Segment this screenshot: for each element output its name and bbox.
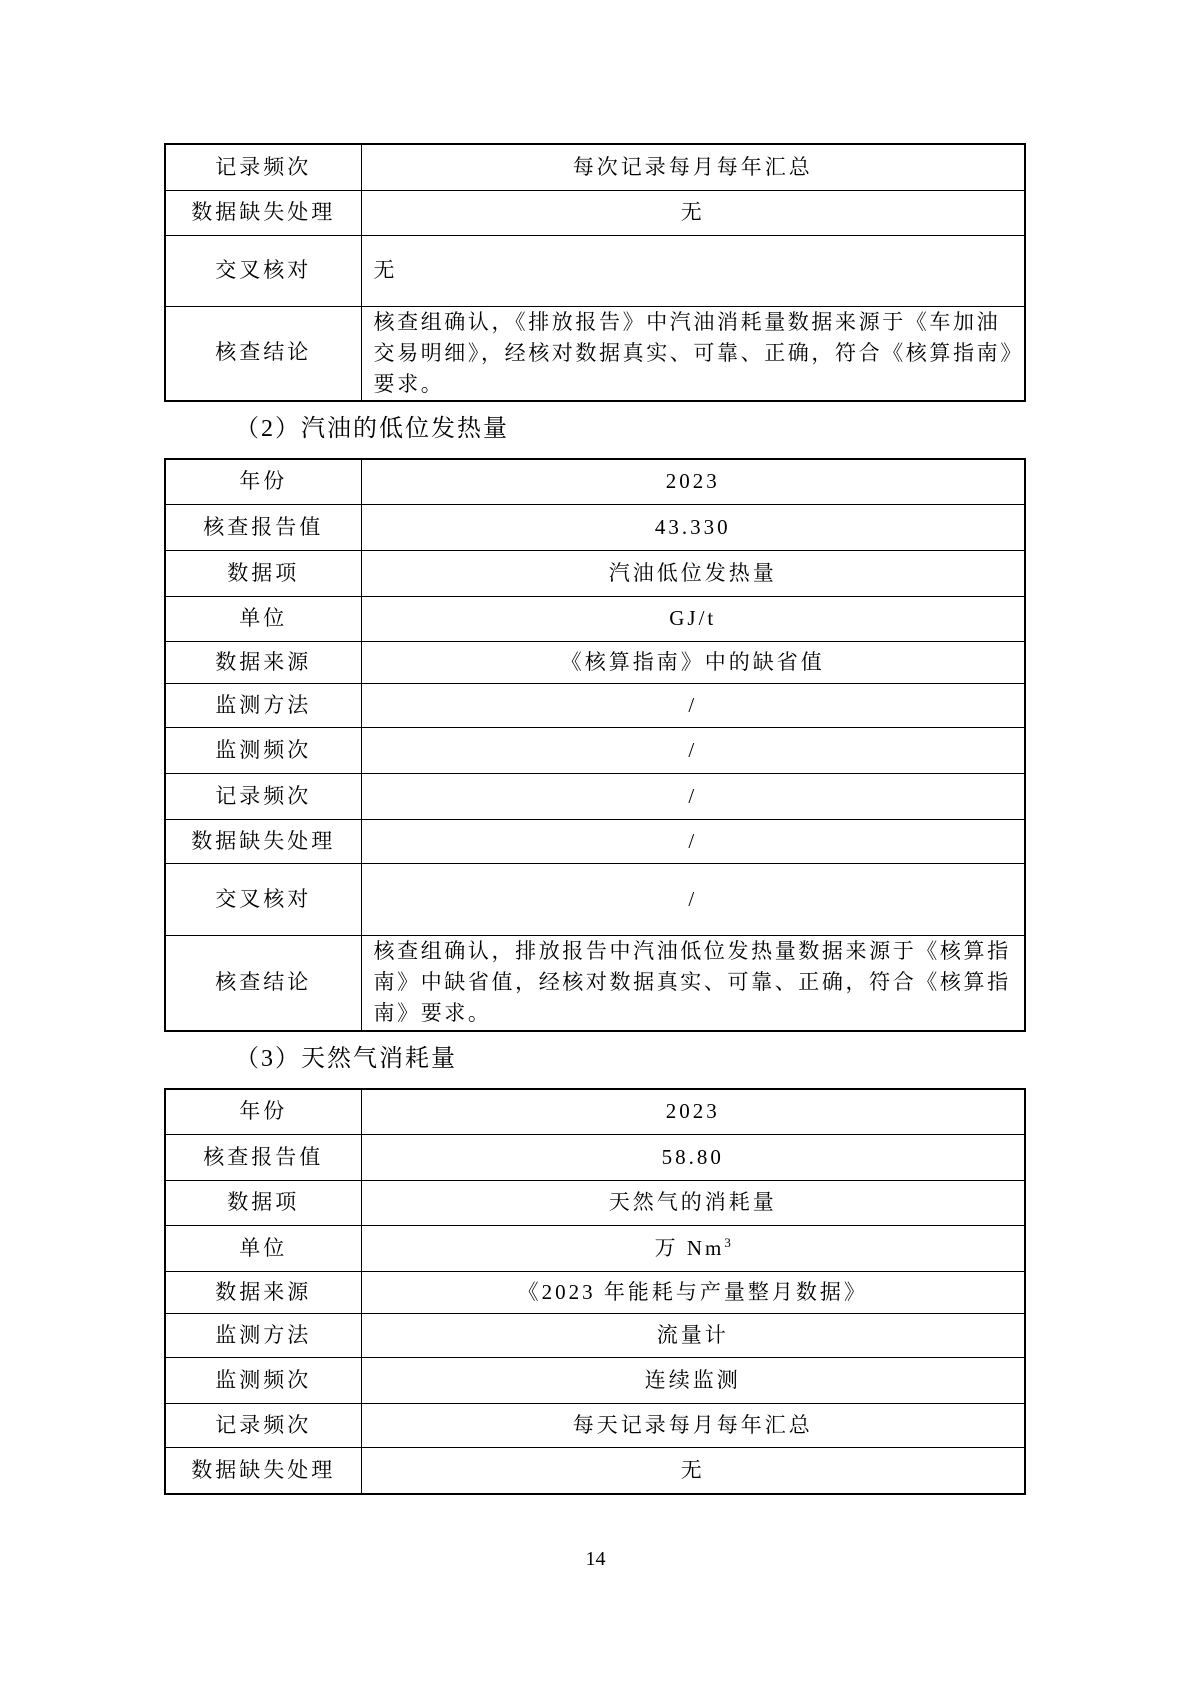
row-value-text: 58.80 [661,1144,724,1169]
table-row [165,936,1025,1031]
row-label: 记录频次 [165,144,361,190]
row-label: 核查结论 [165,936,361,1031]
row-value-text: 《2023 年能耗与产量整月数据》 [517,1279,868,1304]
row-value [361,459,1025,505]
row-value-line: 核查组确认，《排放报告》中汽油消耗量数据来源于《车加油 [373,309,1001,334]
table-row [165,505,1025,551]
table-row [165,820,1025,864]
row-value [361,1358,1025,1404]
row-label: 数据缺失处理 [165,1448,361,1494]
section-heading-natural-gas: （3）天然气消耗量 [235,1045,457,1072]
row-value [361,820,1025,864]
row-label: 数据缺失处理 [165,190,361,235]
table-row [165,728,1025,774]
row-value-text: 汽油低位发热量 [608,560,777,585]
row-value-text: / [688,783,698,808]
row-label: 单位 [165,1226,361,1272]
row-value [361,774,1025,820]
row-label: 监测频次 [165,728,361,774]
row-value [361,597,1025,642]
row-value-text: 无 [373,257,398,282]
row-label: 核查报告值 [165,1135,361,1181]
row-value-text: 无 [680,199,705,224]
table-row [165,190,1025,235]
table-row [165,1404,1025,1448]
row-value-line: 南》中缺省值，经核对数据真实、可靠、正确，符合《核算指 [373,970,1011,995]
row-label: 单位 [165,597,361,642]
table-row [165,144,1025,190]
table-row [165,235,1025,306]
table-row [165,551,1025,597]
row-value [361,144,1025,190]
row-value-text: 流量计 [656,1322,729,1347]
row-value-line: 南》要求。 [373,1001,492,1026]
document-content [164,143,1026,1495]
row-label: 数据来源 [165,1272,361,1314]
row-value-text: 每次记录每月每年汇总 [572,154,813,179]
row-label: 数据项 [165,1181,361,1226]
table-row [165,1226,1025,1272]
row-value-text: 43.330 [654,514,731,539]
row-value-line: 核查组确认，排放报告中汽油低位发热量数据来源于《核算指 [373,939,1011,964]
table-row [165,459,1025,505]
row-value-superscript: 3 [724,1234,731,1250]
row-label: 数据项 [165,551,361,597]
row-value [361,1181,1025,1226]
row-value [361,1089,1025,1135]
row-value-text: 每天记录每月每年汇总 [572,1412,813,1437]
table-row [165,642,1025,684]
row-value [361,864,1025,936]
row-value [361,1135,1025,1181]
section-heading-gasoline-ncv: （2）汽油的低位发热量 [235,415,509,442]
row-value [361,728,1025,774]
row-value [361,505,1025,551]
table-row [165,1272,1025,1314]
row-value [361,551,1025,597]
row-label: 交叉核对 [165,235,361,306]
row-value-text: GJ/t [669,606,717,631]
row-value [361,306,1025,401]
row-value-text: 万 Nm [654,1235,725,1260]
row-value [361,1314,1025,1358]
row-value [361,684,1025,728]
row-label: 数据来源 [165,642,361,684]
table-row [165,1358,1025,1404]
row-value-line: 要求。 [373,371,445,396]
row-value [361,936,1025,1031]
row-value [361,1404,1025,1448]
row-value [361,1226,1025,1272]
row-value [361,1272,1025,1314]
row-label: 年份 [165,459,361,505]
page-number: 14 [585,1548,606,1570]
table-row [165,684,1025,728]
row-label: 记录频次 [165,774,361,820]
row-value-line: 交易明细》，经核对数据真实、可靠、正确，符合《核算指南》 [373,340,1024,365]
row-value-text: 2023 [665,1099,720,1124]
row-label: 交叉核对 [165,864,361,936]
row-label: 核查结论 [165,306,361,401]
row-value-text: 无 [680,1457,705,1482]
table-row [165,306,1025,401]
row-value-text: / [688,886,698,911]
row-label: 监测方法 [165,684,361,728]
row-label: 数据缺失处理 [165,820,361,864]
row-value-text: 2023 [665,469,720,494]
row-label: 监测方法 [165,1314,361,1358]
table-row [165,774,1025,820]
table-row [165,1314,1025,1358]
row-label: 年份 [165,1089,361,1135]
row-value [361,642,1025,684]
row-value-text: 天然气的消耗量 [608,1190,777,1215]
row-value-text: / [688,692,698,717]
row-value-text: 《核算指南》中的缺省值 [560,649,825,674]
table-row [165,597,1025,642]
row-value-text: / [688,828,698,853]
row-value-text: / [688,737,698,762]
table-row [165,1181,1025,1226]
row-value [361,190,1025,235]
table-row [165,1448,1025,1494]
row-value [361,235,1025,306]
table-natural-gas [164,1088,1026,1495]
table-row [165,1135,1025,1181]
table-gasoline-consumption-continued [164,143,1026,402]
row-label: 监测频次 [165,1358,361,1404]
table-row [165,1089,1025,1135]
table-gasoline-ncv [164,458,1026,1032]
row-value [361,1448,1025,1494]
row-value-text: 连续监测 [644,1367,741,1392]
row-label: 记录频次 [165,1404,361,1448]
table-row [165,864,1025,936]
row-label: 核查报告值 [165,505,361,551]
